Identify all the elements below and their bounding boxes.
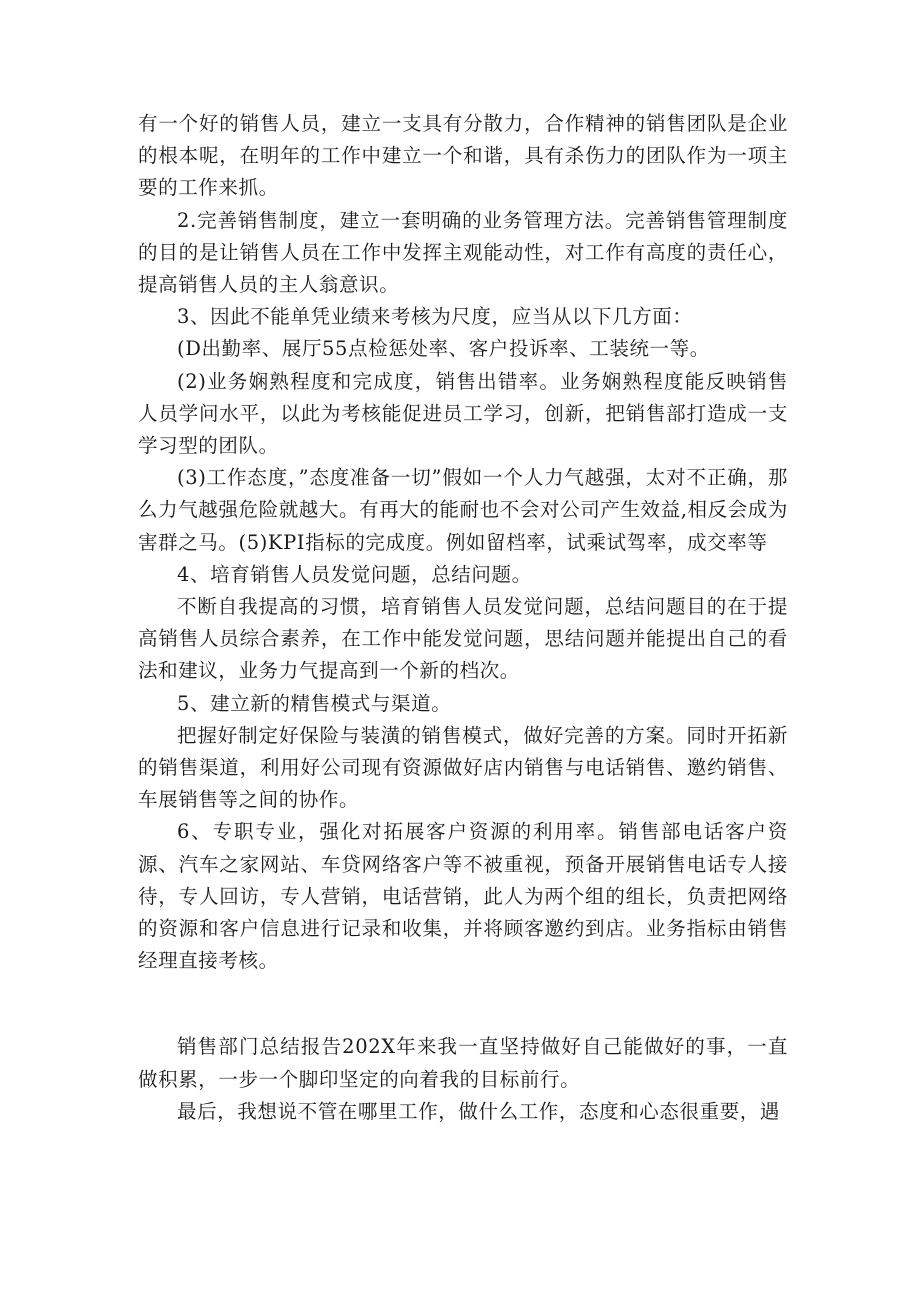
- paragraph-conclusion: 最后，我想说不管在哪里工作，做什么工作，态度和心态很重要，遇: [177, 1099, 781, 1123]
- paragraph-team-building: 有一个好的销售人员，建立一支具有分散力，合作精神的销售团队是企业的根本呢，在明年的工作中建立一个和谐，具有杀伤力的团队作为一项主要的工作来抓。: [138, 112, 788, 200]
- paragraph-gap: [138, 977, 788, 1031]
- paragraph-section-6: 6、专职专业，强化对拓展客户资源的利用率。销售部电话客户资源、汽车之家网站、车贷网络客户等不被重视，预备开展销售电话专人接待，专人回访，专人营销，电话营销，此人为两个组的组长，负责把网络的资源和客户信息进行记录和收集，并将顾客邀约到店。业务指标由销售经理直接考核。: [138, 820, 788, 973]
- paragraph-item-2: (2)业务娴熟程度和完成度，销售出错率。业务娴熟程度能反映销售人员学问水平，以此为考核能促进员工学习，创新，把销售部打造成一支学习型的团队。: [138, 369, 788, 458]
- paragraph-section-5-body: 把握好制定好保险与装潢的销售模式，做好完善的方案。同时开拓新的销售渠道，利用好公司现有资源做好店内销售与电话销售、邀约销售、车展销售等之间的协作。: [138, 723, 788, 812]
- paragraph-sales-system: 2.完善销售制度，建立一套明确的业务管理方法。完善销售管理制度的目的是让销售人员在工作中发挥主观能动性，对工作有高度的责任心，提高销售人员的主人翁意识。: [138, 208, 788, 297]
- paragraph-section-5-heading: 5、建立新的精售模式与渠道。: [177, 691, 452, 715]
- paragraph-section-4-body: 不断自我提高的习惯，培育销售人员发觉问题，总结问题目的在于提高销售人员综合素养，在工作中能发觉问题，思结问题并能提出自己的看法和建议，业务力气提高到一个新的档次。: [138, 595, 788, 683]
- document-body: [138, 108, 788, 1128]
- paragraph-section-4-heading: 4、培育销售人员发觉问题，总结问题。: [177, 562, 532, 586]
- paragraph-item-3-5: (3)工作态度，”态度准备一切”假如一个人力气越强，太对不正确，那么力气越强危险就越大。有再大的能耐也不会对公司产生效益,相反会成为害群之马。(5)KPI指标的完成度。例如留档率，试乘试驾率，成交率等: [138, 466, 788, 554]
- paragraph-item-1: (D出勤率、展厅55点检惩处率、客户投诉率、工装统一等。: [177, 337, 710, 361]
- paragraph-assessment-intro: 3、因此不能单凭业绩来考核为尺度，应当从以下几方面：: [177, 305, 693, 329]
- paragraph-summary: 销售部门总结报告202X年来我一直坚持做好自己能做好的事，一直做积累，一步一个脚印坚定的向着我的目标前行。: [138, 1035, 788, 1091]
